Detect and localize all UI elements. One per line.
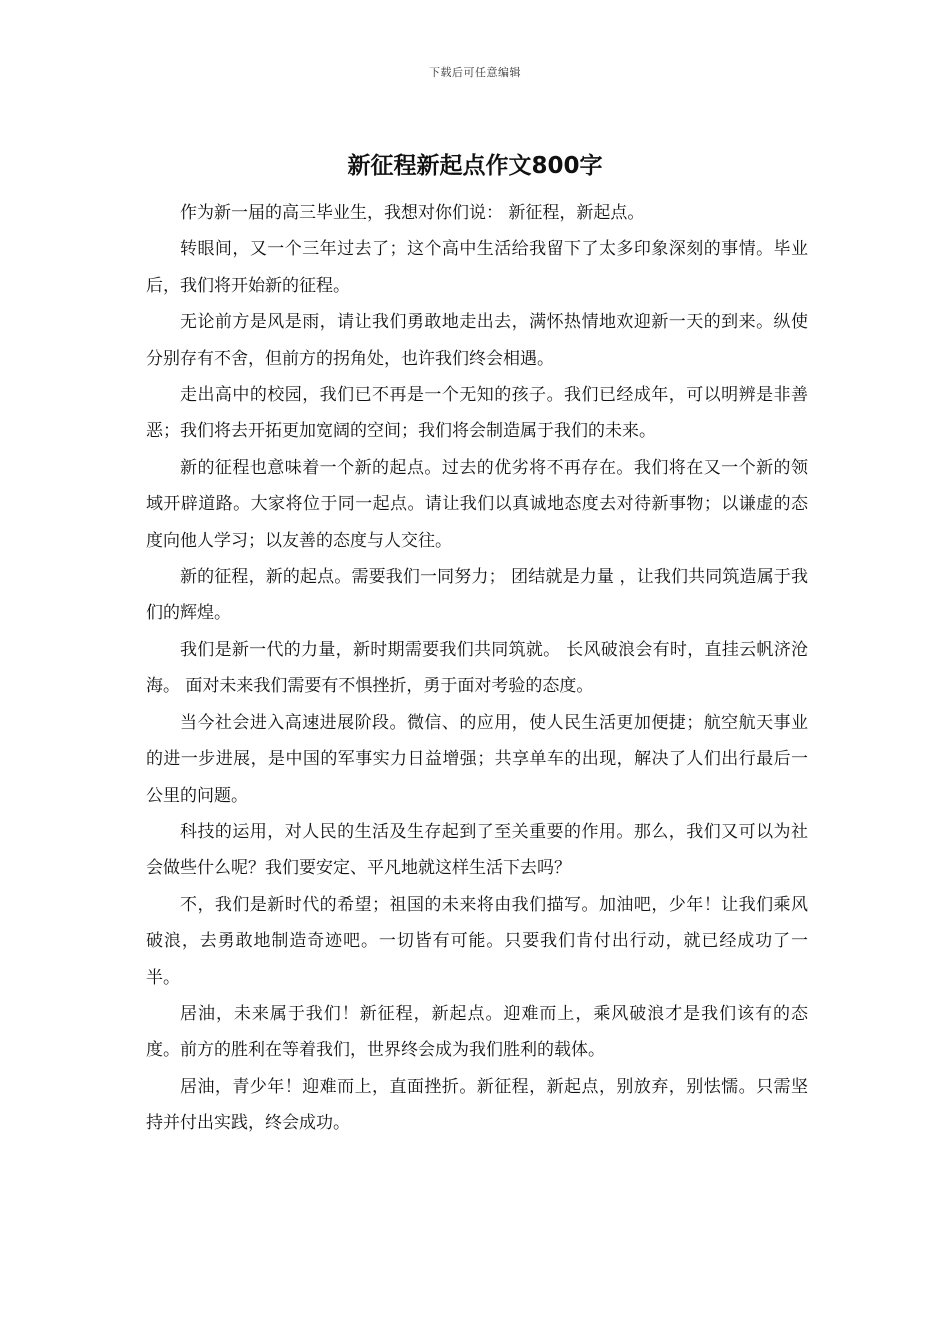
paragraph: 新的征程也意味着一个新的起点。过去的优劣将不再存在。我们将在又一个新的领域开辟道路。大家将位于同一起点。请让我们以真诚地态度去对待新事物；以谦虚的态度向他人学习；以友善的态度与人交往。: [146, 457, 808, 551]
paragraph: 无论前方是风是雨，请让我们勇敢地走出去，满怀热情地欢迎新一天的到来。纵使分别存有不舍，但前方的拐角处，也许我们终会相遇。: [146, 312, 808, 369]
paragraph: 不，我们是新时代的希望；祖国的未来将由我们描写。加油吧，少年！让我们乘风破浪，去勇敢地制造奇迹吧。一切皆有可能。只要我们肯付出行动，就已经成功了一半。: [146, 894, 808, 988]
paragraph: 我们是新一代的力量，新时期需要我们共同筑就。 长风破浪会有时，直挂云帆济沧海。 面对未来我们需要有不惧挫折，勇于面对考验的态度。: [146, 639, 808, 697]
paragraph: 走出高中的校园，我们已不再是一个无知的孩子。我们已经成年，可以明辨是非善恶；我们将去开拓更加宽阔的空间；我们将会制造属于我们的未来。: [146, 385, 808, 442]
document-body: [146, 195, 808, 1142]
paragraph: 当今社会进入高速进展阶段。微信、的应用，使人民生活更加便捷；航空航天事业的进一步进展，是中国的军事实力日益增强；共享单车的出现，解决了人们出行最后一公里的问题。: [146, 712, 808, 806]
paragraph: 作为新一届的高三毕业生，我想对你们说： 新征程，新起点。: [180, 203, 645, 223]
paragraph: 转眼间，又一个三年过去了；这个高中生活给我留下了太多印象深刻的事情。毕业后，我们将开始新的征程。: [146, 239, 808, 296]
page-header: 下载后可任意编辑: [429, 66, 521, 79]
paragraph: 科技的运用，对人民的生活及生存起到了至关重要的作用。那么，我们又可以为社会做些什么呢？我们要安定、平凡地就这样生活下去吗？: [146, 821, 808, 879]
paragraph: 居油，青少年！迎难而上，直面挫折。新征程，新起点，别放弃，别怯懦。只需坚持并付出实践，终会成功。: [146, 1076, 808, 1134]
paragraph: 新的征程，新的起点。需要我们一同努力； 团结就是力量 ，让我们共同筑造属于我们的辉煌。: [146, 567, 808, 624]
paragraph: 居油，未来属于我们！新征程，新起点。迎难而上，乘风破浪才是我们该有的态度。前方的胜利在等着我们，世界终会成为我们胜利的载体。: [146, 1003, 808, 1061]
document-title: 新征程新起点作文800字: [347, 153, 603, 179]
